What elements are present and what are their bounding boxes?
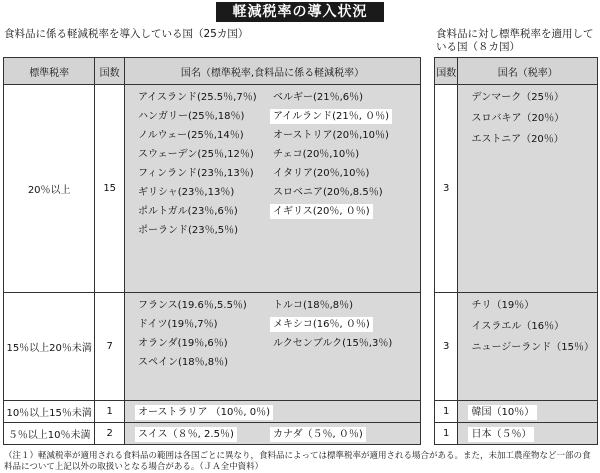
country-item: オーストリア(20％,10％)	[272, 130, 389, 141]
count-cell: 7	[95, 293, 125, 401]
page-title: 軽減税率の導入状況	[216, 2, 384, 22]
rate-cell: 15％以上20％未満	[4, 293, 95, 401]
names-cell	[458, 293, 598, 401]
header-standard-rate: 標準税率	[4, 58, 95, 85]
country-item: ニュージーランド（15％）	[471, 342, 594, 353]
country-item: オランダ(19％,6％)	[137, 338, 228, 349]
country-item: スロベニア(20％,8.5％)	[272, 187, 383, 198]
rate-cell: 10％以上15％未満	[4, 401, 95, 423]
country-item: デンマーク（25％）	[471, 92, 564, 103]
standard-rate-table	[434, 57, 598, 445]
country-item: ノルウェー(25％,14％)	[137, 130, 244, 141]
table-row	[435, 293, 598, 401]
country-item: イギリス(20％, ０％)	[270, 204, 373, 219]
country-item: チェコ(20％,10％)	[272, 149, 360, 160]
names-cell	[124, 293, 420, 401]
country-item: スロバキア（20％）	[471, 113, 565, 124]
table-row	[435, 423, 598, 445]
country-item: カナダ（５％, ０％)	[270, 427, 366, 442]
names-cell	[124, 85, 420, 293]
reduced-rate-table	[3, 57, 421, 445]
right-table-heading: 食料品に対し標準税率を適用している国（８カ国）	[436, 28, 594, 53]
count-cell: 15	[95, 85, 125, 293]
header-country-rate: 国名（税率）	[458, 58, 598, 85]
header-count: 国数	[95, 58, 125, 85]
country-item: フランス(19.6％,5.5％)	[137, 300, 247, 311]
country-item: スペイン(18％,8％)	[137, 357, 229, 368]
table-row	[4, 423, 421, 445]
names-cell	[458, 423, 598, 445]
count-cell: 1	[435, 401, 458, 423]
country-item: イスラエル（16％）	[471, 321, 565, 332]
country-item: ポーランド(23％,5％)	[137, 225, 239, 236]
left-table-heading: 食料品に係る軽減税率を導入している国（25カ国）	[4, 28, 249, 40]
country-item: ポルトガル(23％,6％)	[137, 206, 238, 217]
names-cell	[458, 401, 598, 423]
table-header-row	[4, 58, 421, 85]
table-row	[4, 85, 421, 293]
names-cell	[458, 85, 598, 293]
table-row	[4, 293, 421, 401]
country-item: アイルランド(21％, ０％)	[270, 109, 392, 124]
country-item: スイス（８％, 2.5％)	[135, 427, 237, 442]
footnote: （注１）軽減税率が適用される食料品の範囲は各国ごとに異なり，食料品によっては標準税率が適用される場合がある。また，未加工農産物など一部の食料品について上記以外の取扱いとなる場合がある。（ＪＡ全中資料）	[4, 451, 591, 472]
country-item: ルクセンブルク(15％,3％)	[272, 338, 393, 349]
names-cell	[124, 401, 420, 423]
country-item: ギリシャ(23％,13％)	[137, 187, 235, 198]
header-country-names: 国名（標準税率,食料品に係る軽減税率）	[124, 58, 420, 85]
table-row	[4, 401, 421, 423]
names-cell	[124, 423, 420, 445]
rate-cell: 20％以上	[4, 85, 95, 293]
country-item: フィンランド(23％,13％)	[137, 168, 254, 179]
country-item: メキシコ(16％, ０％)	[270, 317, 373, 332]
country-item: 日本（５％）	[468, 427, 534, 442]
country-item: アイスランド(25.5％,7％)	[137, 92, 257, 103]
country-item: スウェーデン(25％,12％)	[137, 149, 254, 160]
count-cell: 2	[95, 423, 125, 445]
country-item: 韓国（10％）	[468, 405, 537, 420]
country-item: トルコ(18％,8％)	[272, 300, 354, 311]
table-header-row	[435, 58, 598, 85]
count-cell: 3	[435, 293, 458, 401]
count-cell: 1	[435, 423, 458, 445]
table-row	[435, 85, 598, 293]
table-row	[435, 401, 598, 423]
country-item: ハンガリー(25％,18％)	[137, 111, 245, 122]
country-item: イタリア(20％,10％)	[272, 168, 370, 179]
country-item: ベルギー(21％,6％)	[272, 92, 364, 103]
rate-cell: ５％以上10％未満	[4, 423, 95, 445]
country-item: ドイツ(19％,7％)	[137, 319, 218, 330]
header-count: 国数	[435, 58, 458, 85]
country-item: オーストラリア （10％, 0％)	[135, 405, 273, 420]
count-cell: 3	[435, 85, 458, 293]
country-item: チリ（19％）	[471, 300, 535, 311]
country-item: エストニア（20％）	[471, 134, 564, 145]
count-cell: 1	[95, 401, 125, 423]
